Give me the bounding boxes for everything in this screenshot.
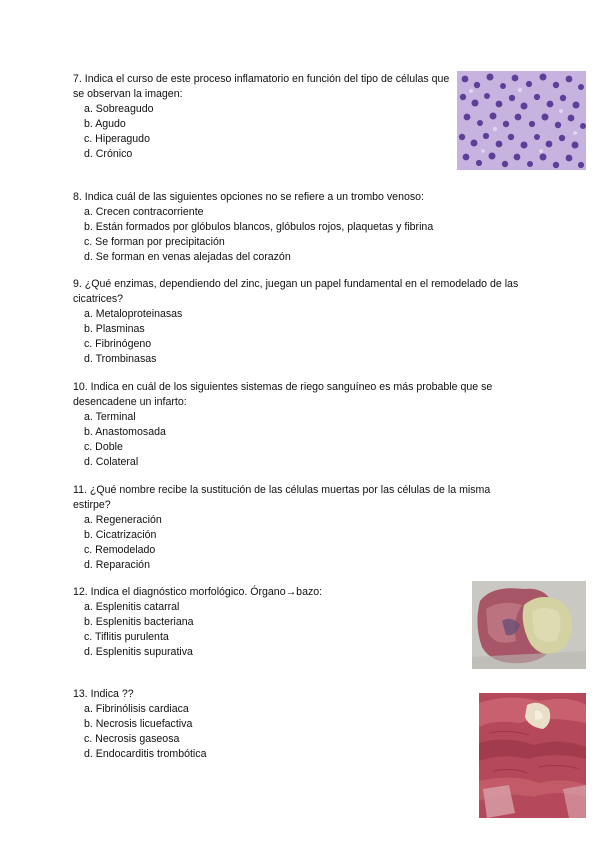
question-stem: 8. Indica cuál de las siguientes opciones no se refiere a un trombo venoso: bbox=[73, 191, 424, 203]
question-7 bbox=[73, 72, 451, 162]
option: b. Anastomosada bbox=[84, 426, 166, 438]
option-list bbox=[73, 410, 535, 470]
spleen-specimen-image bbox=[472, 581, 586, 669]
question-stem: 13. Indica ?? bbox=[73, 688, 134, 700]
option: b. Esplenitis bacteriana bbox=[84, 616, 194, 628]
heart-specimen-image bbox=[479, 693, 586, 818]
option: c. Fibrinógeno bbox=[84, 338, 152, 350]
option: a. Sobreagudo bbox=[84, 103, 154, 115]
option-list bbox=[73, 307, 535, 367]
question-12 bbox=[73, 585, 463, 660]
histology-micrograph-image bbox=[457, 71, 586, 170]
option: b. Cicatrización bbox=[84, 529, 157, 541]
option: c. Remodelado bbox=[84, 544, 156, 556]
option: d. Se forman en venas alejadas del corazón bbox=[84, 251, 291, 263]
question-stem: 12. Indica el diagnóstico morfológico. Órgano→bazo: bbox=[73, 586, 323, 598]
option: d. Colateral bbox=[84, 456, 139, 468]
option: d. Endocarditis trombótica bbox=[84, 748, 207, 760]
option: a. Terminal bbox=[84, 411, 136, 423]
option: d. Crónico bbox=[84, 148, 133, 160]
option-list bbox=[73, 513, 528, 573]
option: b. Necrosis licuefactiva bbox=[84, 718, 193, 730]
question-stem: 7. Indica el curso de este proceso inflamatorio en función del tipo de células que se observan la imagen: bbox=[73, 73, 450, 100]
option: a. Esplenitis catarral bbox=[84, 601, 180, 613]
question-13 bbox=[73, 687, 373, 762]
question-8 bbox=[73, 190, 473, 265]
option: c. Doble bbox=[84, 441, 123, 453]
question-stem: 11. ¿Qué nombre recibe la sustitución de las células muertas por las células de la misma estirpe? bbox=[73, 484, 491, 511]
question-9 bbox=[73, 277, 535, 367]
option: d. Reparación bbox=[84, 559, 150, 571]
option: c. Se forman por precipitación bbox=[84, 236, 225, 248]
option: b. Agudo bbox=[84, 118, 126, 130]
option: c. Tiflitis purulenta bbox=[84, 631, 169, 643]
option-list bbox=[73, 205, 473, 265]
option: d. Esplenitis supurativa bbox=[84, 646, 193, 658]
option-list bbox=[73, 702, 373, 762]
option: a. Crecen contracorriente bbox=[84, 206, 204, 218]
question-11 bbox=[73, 483, 528, 573]
option: d. Trombinasas bbox=[84, 353, 157, 365]
question-stem: 10. Indica en cuál de los siguientes sistemas de riego sanguíneo es más probable que se desencadene un infarto: bbox=[73, 381, 493, 408]
question-10 bbox=[73, 380, 535, 470]
option-list bbox=[73, 102, 451, 162]
option: b. Plasminas bbox=[84, 323, 145, 335]
question-stem: 9. ¿Qué enzimas, dependiendo del zinc, juegan un papel fundamental en el remodelado de las cicatrices? bbox=[73, 278, 519, 305]
option: c. Hiperagudo bbox=[84, 133, 150, 145]
option: b. Están formados por glóbulos blancos, glóbulos rojos, plaquetas y fibrina bbox=[84, 221, 434, 233]
option: a. Fibrinólisis cardiaca bbox=[84, 703, 189, 715]
option: a. Metaloproteinasas bbox=[84, 308, 183, 320]
option: a. Regeneración bbox=[84, 514, 162, 526]
option: c. Necrosis gaseosa bbox=[84, 733, 180, 745]
option-list bbox=[73, 600, 463, 660]
